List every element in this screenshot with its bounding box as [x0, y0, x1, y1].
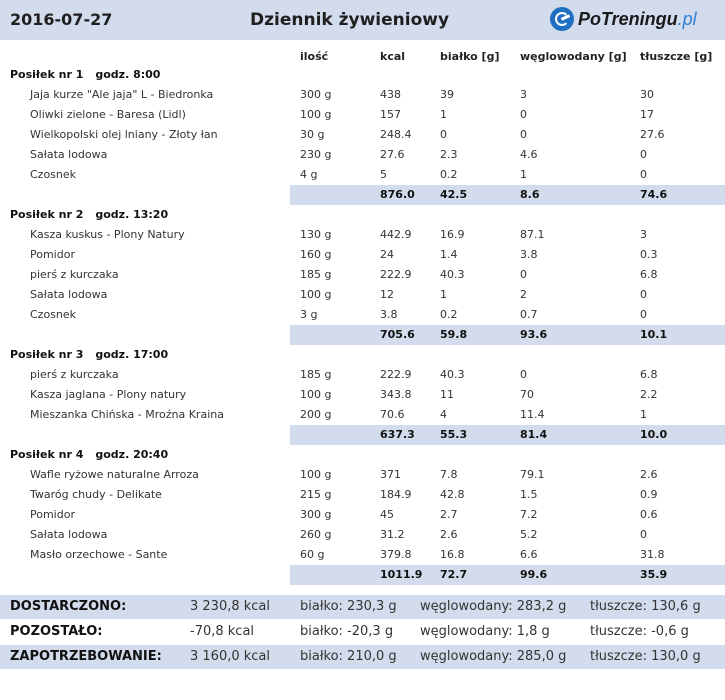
food-kcal: 222.9: [380, 368, 412, 381]
sum-carbs: 99.6: [520, 568, 548, 581]
totals-delivered-row: [0, 595, 725, 619]
totals-kcal: 3 230,8 kcal: [190, 599, 271, 614]
food-kcal: 31.2: [380, 528, 405, 541]
potreningu-logo-icon: [550, 7, 574, 31]
totals-fat: tłuszcze: 130,6 g: [590, 599, 701, 614]
food-fat: 31.8: [640, 548, 665, 561]
food-row: [0, 225, 725, 245]
meal-time: godz. 17:00: [95, 348, 169, 361]
food-row: [0, 265, 725, 285]
meal-title: Posiłek nr 2: [10, 208, 84, 221]
meal-sum-row: [290, 185, 725, 205]
food-fat: 0.9: [640, 488, 658, 501]
brand-logo[interactable]: [550, 6, 697, 32]
column-header-carbs: węglowodany [g]: [520, 50, 627, 63]
food-carbs: 4.6: [520, 148, 538, 161]
food-row: [0, 125, 725, 145]
food-protein: 2.3: [440, 148, 458, 161]
food-fat: 1: [640, 408, 647, 421]
totals-protein: białko: -20,3 g: [300, 624, 394, 639]
food-fat: 0: [640, 308, 647, 321]
food-name: Masło orzechowe - Sante: [30, 548, 168, 561]
totals-fat: tłuszcze: -0,6 g: [590, 624, 689, 639]
food-protein: 0: [440, 128, 447, 141]
food-fat: 0: [640, 148, 647, 161]
food-carbs: 70: [520, 388, 534, 401]
food-carbs: 2: [520, 288, 527, 301]
food-fat: 0.3: [640, 248, 658, 261]
food-qty: 3 g: [300, 308, 318, 321]
meal-time: godz. 20:40: [95, 448, 169, 461]
sum-kcal: 876.0: [380, 188, 415, 201]
food-carbs: 6.6: [520, 548, 538, 561]
food-kcal: 24: [380, 248, 394, 261]
food-row: [0, 505, 725, 525]
totals-carbs: węglowodany: 283,2 g: [420, 599, 567, 614]
food-name: Wafle ryżowe naturalne Arroza: [30, 468, 199, 481]
food-name: pierś z kurczaka: [30, 268, 119, 281]
food-qty: 130 g: [300, 228, 332, 241]
food-fat: 0.6: [640, 508, 658, 521]
totals-protein: białko: 210,0 g: [300, 649, 397, 664]
food-row: [0, 145, 725, 165]
food-name: Pomidor: [30, 248, 75, 261]
meal-title: Posiłek nr 3: [10, 348, 84, 361]
food-kcal: 70.6: [380, 408, 405, 421]
food-name: Kasza kuskus - Plony Natury: [30, 228, 185, 241]
food-name: Wielkopolski olej lniany - Złoty łan: [30, 128, 218, 141]
food-qty: 160 g: [300, 248, 332, 261]
totals-label: ZAPOTRZEBOWANIE:: [10, 649, 162, 664]
food-fat: 0: [640, 528, 647, 541]
food-name: Pomidor: [30, 508, 75, 521]
totals-label: POZOSTAŁO:: [10, 624, 103, 639]
food-carbs: 0: [520, 128, 527, 141]
food-fat: 3: [640, 228, 647, 241]
food-row: [0, 545, 725, 565]
food-qty: 100 g: [300, 468, 332, 481]
food-qty: 300 g: [300, 88, 332, 101]
food-qty: 100 g: [300, 108, 332, 121]
sum-kcal: 705.6: [380, 328, 415, 341]
food-kcal: 442.9: [380, 228, 412, 241]
page-title: Dziennik żywieniowy: [250, 10, 450, 30]
totals-carbs: węglowodany: 1,8 g: [420, 624, 550, 639]
meal-sum-row: [290, 425, 725, 445]
food-row: [0, 405, 725, 425]
food-carbs: 11.4: [520, 408, 545, 421]
sum-fat: 10.0: [640, 428, 668, 441]
food-kcal: 438: [380, 88, 401, 101]
food-name: Jaja kurze "Ale jaja" L - Biedronka: [30, 88, 214, 101]
diary-date: 2016-07-27: [10, 10, 113, 29]
food-protein: 4: [440, 408, 447, 421]
food-fat: 0: [640, 168, 647, 181]
food-kcal: 379.8: [380, 548, 412, 561]
meal-time: godz. 8:00: [95, 68, 161, 81]
food-row: [0, 305, 725, 325]
food-name: Czosnek: [30, 168, 77, 181]
sum-fat: 35.9: [640, 568, 668, 581]
sum-carbs: 8.6: [520, 188, 540, 201]
food-carbs: 0: [520, 108, 527, 121]
food-kcal: 3.8: [380, 308, 398, 321]
meal-header: [10, 445, 168, 465]
totals-fat: tłuszcze: 130,0 g: [590, 649, 701, 664]
food-qty: 4 g: [300, 168, 318, 181]
food-fat: 17: [640, 108, 654, 121]
food-protein: 16.8: [440, 548, 465, 561]
column-header-fat: tłuszcze [g]: [640, 50, 713, 63]
food-kcal: 184.9: [380, 488, 412, 501]
sum-kcal: 1011.9: [380, 568, 423, 581]
food-qty: 215 g: [300, 488, 332, 501]
meal-time: godz. 13:20: [95, 208, 169, 221]
food-protein: 0.2: [440, 168, 458, 181]
column-header-qty: ilość: [300, 50, 329, 63]
food-protein: 1: [440, 288, 447, 301]
sum-fat: 10.1: [640, 328, 668, 341]
sum-kcal: 637.3: [380, 428, 415, 441]
food-protein: 7.8: [440, 468, 458, 481]
sum-protein: 55.3: [440, 428, 468, 441]
food-name: Sałata lodowa: [30, 288, 108, 301]
food-qty: 30 g: [300, 128, 325, 141]
food-kcal: 12: [380, 288, 394, 301]
food-row: [0, 385, 725, 405]
food-carbs: 7.2: [520, 508, 538, 521]
food-carbs: 0.7: [520, 308, 538, 321]
meal-title: Posiłek nr 1: [10, 68, 84, 81]
food-qty: 60 g: [300, 548, 325, 561]
food-name: Kasza jaglana - Plony natury: [30, 388, 187, 401]
food-row: [0, 85, 725, 105]
meal-header: [10, 65, 160, 85]
sum-carbs: 93.6: [520, 328, 548, 341]
totals-remaining-row: [0, 620, 725, 644]
food-protein: 2.7: [440, 508, 458, 521]
sum-fat: 74.6: [640, 188, 668, 201]
sum-protein: 72.7: [440, 568, 468, 581]
totals-protein: białko: 230,3 g: [300, 599, 397, 614]
column-header-kcal: kcal: [380, 50, 406, 63]
food-row: [0, 525, 725, 545]
food-name: Czosnek: [30, 308, 77, 321]
food-carbs: 0: [520, 268, 527, 281]
food-fat: 6.8: [640, 268, 658, 281]
food-protein: 16.9: [440, 228, 465, 241]
food-carbs: 3.8: [520, 248, 538, 261]
food-carbs: 1: [520, 168, 527, 181]
food-protein: 42.8: [440, 488, 465, 501]
meal-title: Posiłek nr 4: [10, 448, 84, 461]
totals-kcal: -70,8 kcal: [190, 624, 255, 639]
food-qty: 300 g: [300, 508, 332, 521]
food-carbs: 1.5: [520, 488, 538, 501]
logo-text: PoTreningu.pl: [578, 8, 697, 29]
food-carbs: 87.1: [520, 228, 545, 241]
meal-sum-row: [290, 565, 725, 585]
totals-requirement-row: [0, 645, 725, 669]
totals-label: DOSTARCZONO:: [10, 599, 127, 614]
food-carbs: 79.1: [520, 468, 545, 481]
meal-sum-row: [290, 325, 725, 345]
food-name: Twaróg chudy - Delikate: [30, 488, 162, 501]
food-qty: 230 g: [300, 148, 332, 161]
food-kcal: 248.4: [380, 128, 412, 141]
totals-kcal: 3 160,0 kcal: [190, 649, 271, 664]
food-protein: 40.3: [440, 268, 465, 281]
meal-header: [10, 205, 168, 225]
food-qty: 100 g: [300, 288, 332, 301]
food-carbs: 3: [520, 88, 527, 101]
food-kcal: 5: [380, 168, 387, 181]
sum-carbs: 81.4: [520, 428, 548, 441]
food-row: [0, 365, 725, 385]
page-header: [0, 0, 725, 40]
food-fat: 6.8: [640, 368, 658, 381]
food-row: [0, 465, 725, 485]
column-header-protein: białko [g]: [440, 50, 500, 63]
meal-header: [10, 345, 168, 365]
food-kcal: 27.6: [380, 148, 405, 161]
food-row: [0, 245, 725, 265]
food-protein: 1.4: [440, 248, 458, 261]
food-fat: 2.6: [640, 468, 658, 481]
food-row: [0, 165, 725, 185]
food-qty: 185 g: [300, 268, 332, 281]
food-qty: 260 g: [300, 528, 332, 541]
food-protein: 0.2: [440, 308, 458, 321]
food-carbs: 5.2: [520, 528, 538, 541]
food-fat: 27.6: [640, 128, 665, 141]
food-protein: 39: [440, 88, 454, 101]
food-row: [0, 285, 725, 305]
food-protein: 40.3: [440, 368, 465, 381]
sum-protein: 59.8: [440, 328, 468, 341]
food-qty: 200 g: [300, 408, 332, 421]
food-kcal: 343.8: [380, 388, 412, 401]
food-fat: 30: [640, 88, 654, 101]
food-kcal: 371: [380, 468, 401, 481]
food-row: [0, 105, 725, 125]
totals-carbs: węglowodany: 285,0 g: [420, 649, 567, 664]
food-fat: 0: [640, 288, 647, 301]
food-fat: 2.2: [640, 388, 658, 401]
food-protein: 1: [440, 108, 447, 121]
food-carbs: 0: [520, 368, 527, 381]
food-name: Sałata lodowa: [30, 528, 108, 541]
food-protein: 11: [440, 388, 454, 401]
food-kcal: 157: [380, 108, 401, 121]
food-kcal: 222.9: [380, 268, 412, 281]
food-kcal: 45: [380, 508, 394, 521]
food-name: Oliwki zielone - Baresa (Lidl): [30, 108, 186, 121]
food-qty: 100 g: [300, 388, 332, 401]
food-qty: 185 g: [300, 368, 332, 381]
food-row: [0, 485, 725, 505]
food-name: pierś z kurczaka: [30, 368, 119, 381]
sum-protein: 42.5: [440, 188, 468, 201]
food-protein: 2.6: [440, 528, 458, 541]
food-name: Sałata lodowa: [30, 148, 108, 161]
food-name: Mieszanka Chińska - Mroźna Kraina: [30, 408, 224, 421]
